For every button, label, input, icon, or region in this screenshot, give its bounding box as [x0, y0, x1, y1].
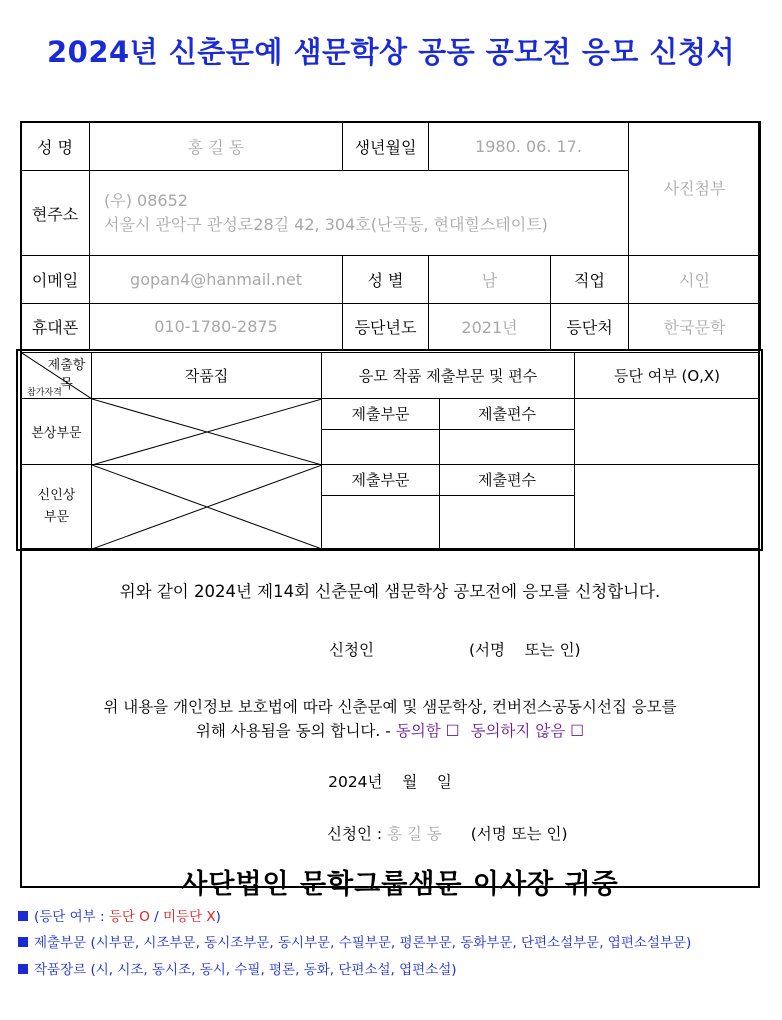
main-debut-field[interactable] [575, 399, 760, 465]
gender-label: 성 별 [343, 256, 429, 304]
agree-checkbox[interactable]: 동의함 ☐ [395, 722, 460, 740]
newcomer-section-field[interactable] [322, 496, 440, 549]
note-sections [18, 931, 691, 951]
email-label: 이메일 [21, 256, 90, 304]
main-count-field[interactable] [440, 430, 575, 465]
job-label: 직업 [551, 256, 629, 304]
address-line: 서울시 관악구 관성로28길 42, 304호(난곡동, 현대힐스테이트) [104, 215, 548, 234]
submission-table [21, 352, 760, 549]
note3-text: 작품장르 (시, 시조, 동시조, 동시, 수필, 평론, 동화, 단편소설, 엽편소설) [34, 962, 457, 978]
newcomer-collection-cell [92, 465, 322, 549]
name-label: 성 명 [21, 122, 90, 171]
crossed-out-mark [92, 465, 322, 549]
newcomer-label-line1: 신인상 [37, 487, 76, 503]
sections-header: 응모 작품 제출부문 및 편수 [322, 353, 575, 399]
photo-attach-box[interactable]: 사진첨부 [629, 122, 761, 256]
job-field[interactable]: 시인 [629, 256, 761, 304]
note1-debut: 등단 O [108, 909, 150, 925]
bullet-square-icon [18, 911, 28, 921]
address-zip: (우) 08652 [104, 191, 188, 210]
phone-field[interactable]: 010-1780-2875 [90, 304, 343, 350]
recipient-heading: 사단법인 문학그룹샘문 이사장 귀중 [181, 869, 619, 900]
main-section-field[interactable] [322, 430, 440, 465]
form-title: 2024년 신춘문예 샘문학상 공동 공모전 응모 신청서 [46, 35, 736, 69]
privacy-consent-text: 위해 사용됨을 동의 합니다. - [195, 722, 391, 740]
note1-prefix: (등단 여부 : [34, 909, 109, 925]
signature-hint2: (서명 또는 인) [470, 825, 568, 843]
disagree-checkbox[interactable]: 동의하지 않음 ☐ [470, 722, 585, 740]
main-count-header: 제출편수 [440, 399, 575, 430]
debut-year-field[interactable]: 2021년 [429, 304, 551, 350]
main-award-label: 본상부문 [22, 399, 92, 465]
note-debut-status [18, 905, 221, 925]
address-field[interactable] [90, 171, 629, 256]
newcomer-label-line2: 부문 [43, 509, 70, 525]
bullet-square-icon [18, 937, 28, 947]
corner-bottom-label: 참가자격 [27, 388, 62, 398]
address-label: 현주소 [21, 171, 90, 256]
date-line: 2024년 월 일 [328, 773, 452, 791]
collection-header: 작품집 [92, 353, 322, 399]
newcomer-debut-field[interactable] [575, 465, 760, 549]
application-statement: 위와 같이 2024년 제14회 신춘문예 샘문학상 공모전에 응모를 신청합니다. [119, 582, 661, 601]
note1-sep: / [149, 909, 163, 925]
privacy-consent-line1: 위 내용을 개인정보 보호법에 따라 신춘문예 및 샘문학상, 컨버전스공동시선집 응모를 [103, 698, 677, 716]
header-corner-cell [22, 353, 92, 399]
applicant-info-table [20, 121, 761, 350]
name-field[interactable]: 홍 길 동 [90, 122, 343, 171]
debut-place-label: 등단처 [551, 304, 629, 350]
gender-field[interactable]: 남 [429, 256, 551, 304]
newcomer-count-header: 제출편수 [440, 465, 575, 496]
newcomer-count-field[interactable] [440, 496, 575, 549]
corner-top-label: 제출항목 [47, 358, 86, 392]
applicant2-line [327, 822, 568, 844]
note1-nodebut: 미등단 X [163, 909, 216, 925]
debut-place-field[interactable]: 한국문학 [629, 304, 761, 350]
signature-hint: (서명 또는 인) [469, 641, 581, 659]
newcomer-section-header: 제출부문 [322, 465, 440, 496]
bullet-square-icon [18, 964, 28, 974]
debut-status-header: 등단 여부 (O,X) [575, 353, 760, 399]
privacy-consent-line2 [20, 719, 760, 741]
birth-label: 생년월일 [343, 122, 429, 171]
email-field[interactable]: gopan4@hanmail.net [90, 256, 343, 304]
main-section-header: 제출부문 [322, 399, 440, 430]
crossed-out-mark [92, 399, 322, 465]
note-genres [18, 958, 457, 978]
main-award-collection-cell [92, 399, 322, 465]
note1-suffix: ) [215, 909, 221, 925]
applicant2-label: 신청인 : [327, 825, 383, 843]
birth-field[interactable]: 1980. 06. 17. [429, 122, 629, 171]
phone-label: 휴대폰 [21, 304, 90, 350]
newcomer-award-label [22, 465, 92, 549]
note2-text: 제출부문 (시부문, 시조부문, 동시조부문, 동시부문, 수필부문, 평론부문, 동화부문, 단편소설부문, 엽편소설부문) [34, 935, 692, 951]
applicant2-name[interactable]: 홍 길 동 [387, 825, 442, 843]
debut-year-label: 등단년도 [343, 304, 429, 350]
applicant-label: 신청인 [329, 641, 374, 659]
